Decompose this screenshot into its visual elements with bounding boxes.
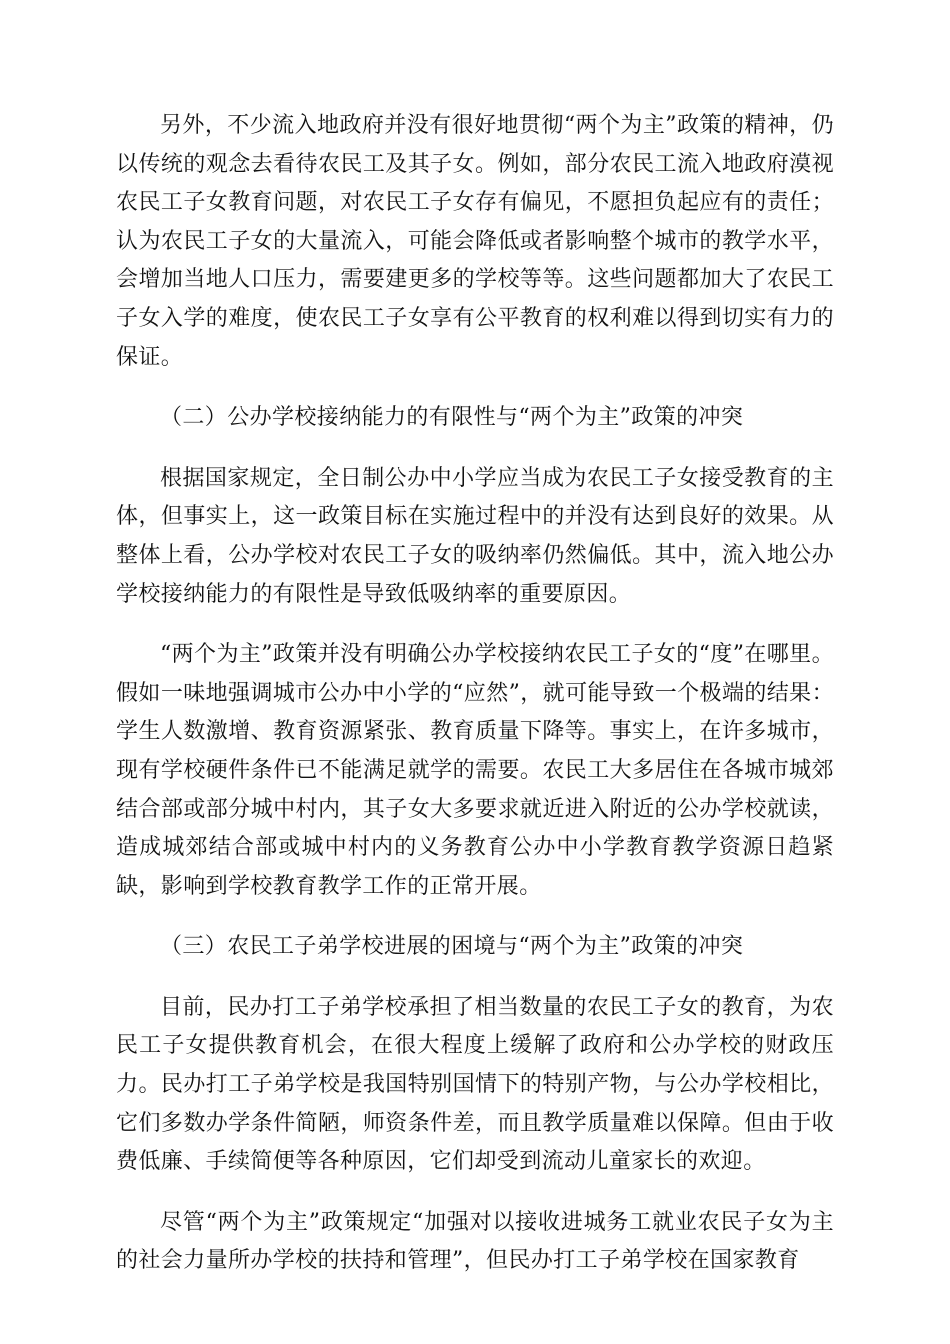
- paragraph-policy-degree: “两个为主”政策并没有明确公办学校接纳农民工子女的“度”在哪里。假如一味地强调城市公办中小学的“应然”，就可能导致一个极端的结果：学生人数激增、教育资源紧张、教育质量下降等。事实上，在许多城市，现有学校硬件条件已不能满足就学的需要。农民工大多居住在各城市城郊结合部或部分城中村内，其子女大多要求就近进入附近的公办学校就读，造成城郊结合部或城中村内的义务教育公办中小学教育教学资源日趋紧缺，影响到学校教育教学工作的正常开展。: [116, 642, 834, 899]
- paragraph-national-regulation: 根据国家规定，全日制公办中小学应当成为农民工子女接受教育的主体，但事实上，这一政策目标在实施过程中的并没有达到良好的效果。从整体上看，公办学校对农民工子女的吸纳率仍然偏低。其中，流入地公办学校接纳能力的有限性是导致低吸纳率的重要原因。: [116, 465, 834, 607]
- paragraph-local-government-attitude: 另外，不少流入地政府并没有很好地贯彻“两个为主”政策的精神，仍以传统的观念去看待农民工及其子女。例如，部分农民工流入地政府漠视农民工子女教育问题，对农民工子女存有偏见，不愿担负起应有的责任；认为农民工子女的大量流入，可能会降低或者影响整个城市的教学水平，会增加当地人口压力，需要建更多的学校等等。这些问题都加大了农民工子女入学的难度，使农民工子女享有公平教育的权利难以得到切实有力的保证。: [116, 113, 834, 370]
- paragraph-private-migrant-schools: 目前，民办打工子弟学校承担了相当数量的农民工子女的教育，为农民工子女提供教育机会，在很大程度上缓解了政府和公办学校的财政压力。民办打工子弟学校是我国特别国情下的特别产物，与公办学校相比，它们多数办学条件简陋，师资条件差，而且教学质量难以保障。但由于收费低廉、手续简便等各种原因，它们却受到流动儿童家长的欢迎。: [116, 994, 834, 1175]
- section-heading-migrant-schools: （三）农民工子弟学校进展的困境与“两个为主”政策的冲突: [160, 934, 744, 960]
- document-body: [116, 107, 834, 1303]
- section-heading-public-school-capacity: （二）公办学校接纳能力的有限性与“两个为主”政策的冲突: [160, 405, 744, 431]
- paragraph-policy-support: 尽管“两个为主”政策规定“加强对以接收进城务工就业农民子女为主的社会力量所办学校的扶持和管理”，但民办打工子弟学校在国家教育: [116, 1209, 834, 1274]
